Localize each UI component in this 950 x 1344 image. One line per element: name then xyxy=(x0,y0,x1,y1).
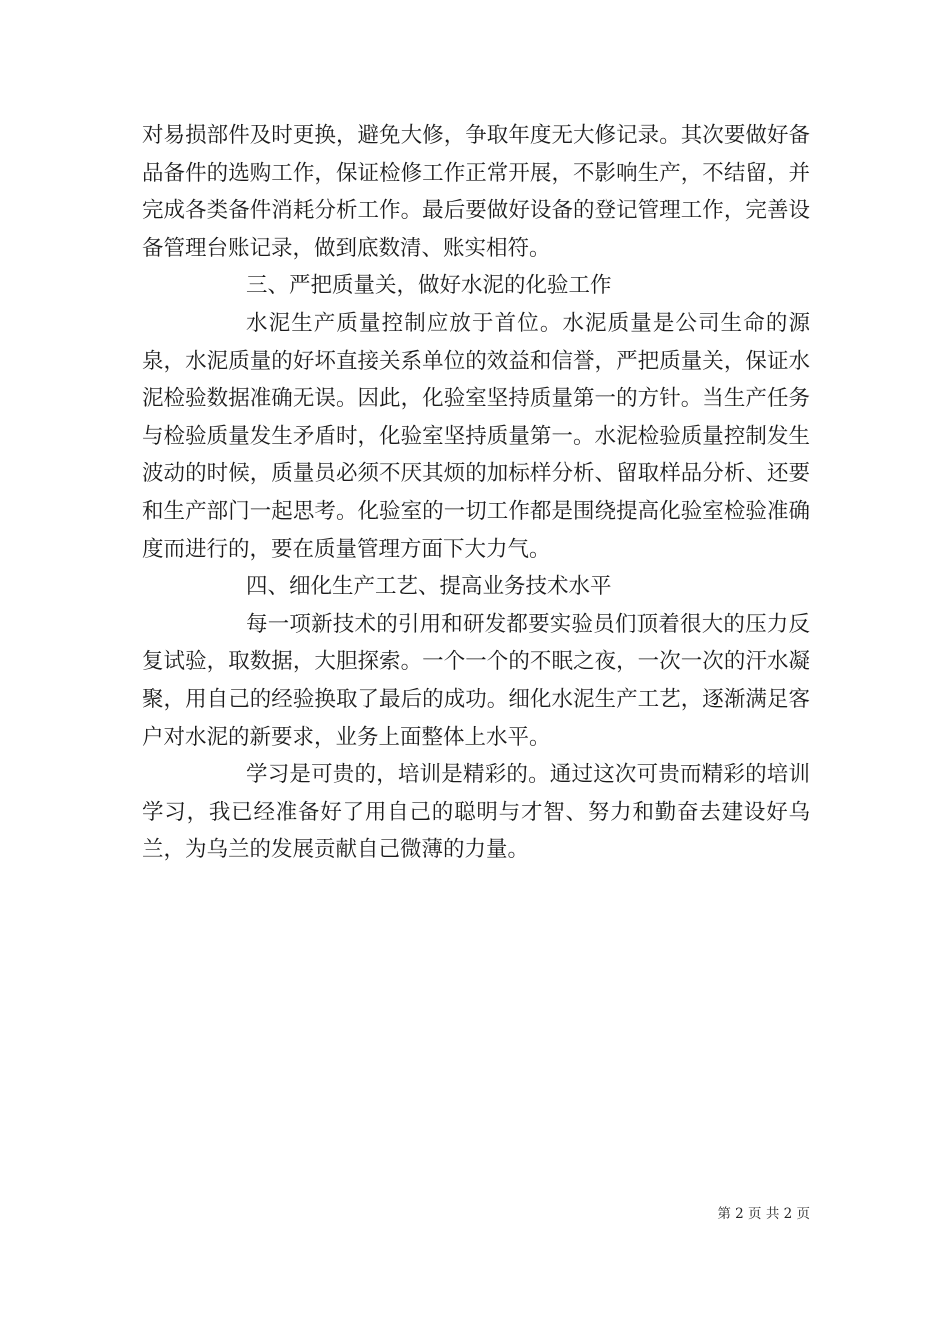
paragraph-quality: 水泥生产质量控制应放于首位。水泥质量是公司生命的源泉，水泥质量的好坏直接关系单位的效益和信誉，严把质量关，保证水泥检验数据准确无误。因此，化验室坚持质量第一的方针。当生产任务与检验质量发生矛盾时，化验室坚持质量第一。水泥检验质量控制发生波动的时候，质量员必须不厌其烦的加标样分析、留取样品分析、还要和生产部门一起思考。化验室的一切工作都是围绕提高化验室检验准确度而进行的，要在质量管理方面下大力气。 xyxy=(142,310,810,562)
paragraph-continuation: 对易损部件及时更换，避免大修，争取年度无大修记录。其次要做好备品备件的选购工作，保证检修工作正常开展，不影响生产，不结留，并完成各类备件消耗分析工作。最后要做好设备的登记管理工作，完善设备管理台账记录，做到底数清、账实相符。 xyxy=(142,123,810,261)
page-number-footer: 第 2 页 共 2 页 xyxy=(717,1206,810,1222)
document-body xyxy=(142,117,810,869)
paragraph-technology: 每一项新技术的引用和研发都要实验员们顶着很大的压力反复试验，取数据，大胆探索。一个一个的不眠之夜，一次一次的汗水凝聚，用自己的经验换取了最后的成功。细化水泥生产工艺，逐渐满足客户对水泥的新要求，业务上面整体上水平。 xyxy=(142,611,810,750)
section-heading-3: 三、严把质量关，做好水泥的化验工作 xyxy=(246,273,612,299)
paragraph-conclusion: 学习是可贵的，培训是精彩的。通过这次可贵而精彩的培训学习，我已经准备好了用自己的聪明与才智、努力和勤奋去建设好乌兰，为乌兰的发展贡献自己微薄的力量。 xyxy=(142,762,810,863)
section-heading-4: 四、细化生产工艺、提高业务技术水平 xyxy=(246,574,612,600)
